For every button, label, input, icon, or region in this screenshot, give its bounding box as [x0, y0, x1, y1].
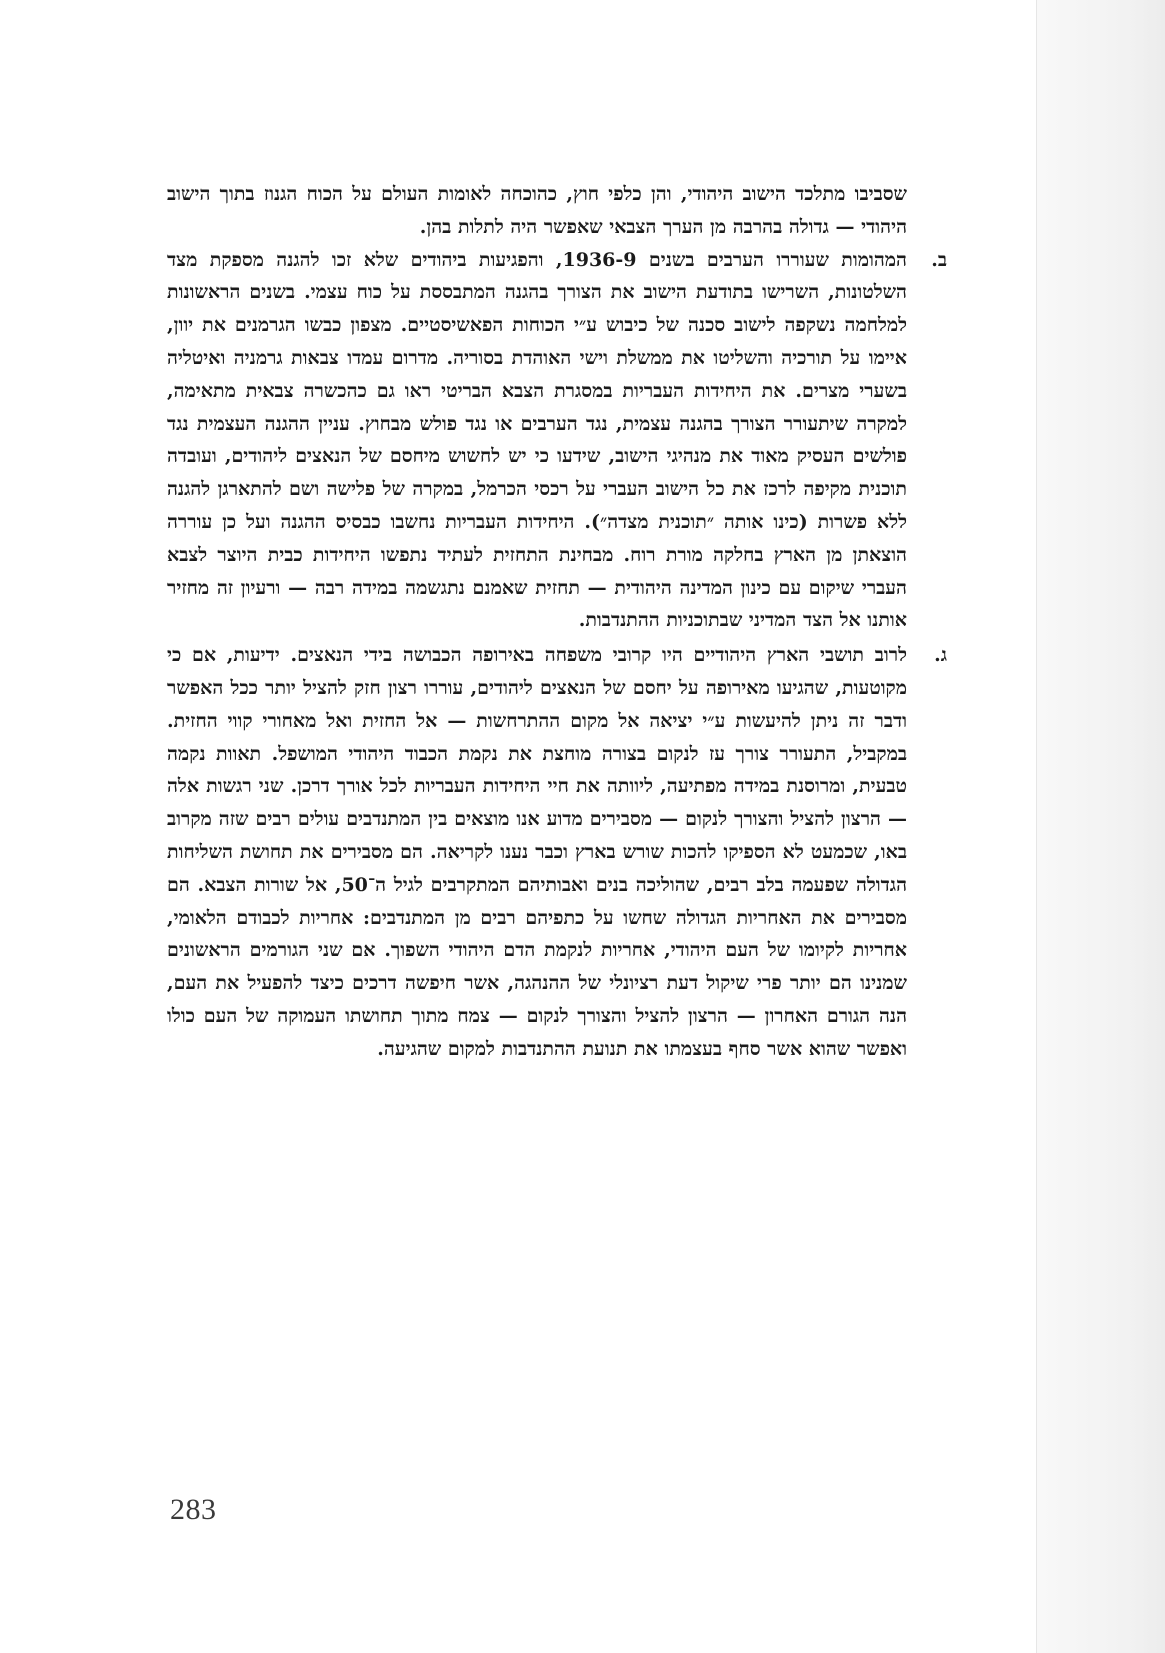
book-page-text [167, 178, 947, 1068]
list-item-bet-text: המהומות שעוררו הערבים בשנים 1936-9, והפגיעות ביהודים שלא זכו להגנה מספקת מצד השלטונות, השרישו בתודעת הישוב את הצורך בהגנה המתבססת על כוח עצמי. בשנים הראשונות למלחמה נשקפה לישוב סכנה של כיבוש ע״י הכוחות הפאשיסטיים. מצפון כבשו הגרמנים את יוון, איימו על תורכיה והשליטו את ממשלת וישי האוהדת בסוריה. מדרום עמדו צבאות גרמניה ואיטליה בשערי מצרים. את היחידות העבריות במסגרת הצבא הבריטי ראו גם כהכשרה צבאית מתאימה, למקרה שיתעורר הצורך בהגנה עצמית, נגד הערבים או נגד פולש מבחוץ. עניין ההגנה העצמית נגד פולשים העסיק מאוד את מנהיגי הישוב, שידעו כי יש לחשוש מיחסם של הנאצים ליהודים, ועובדה תוכנית מקיפה לרכז את כל הישוב העברי על רכסי הכרמל, במקרה של פלישה ושם להתארגן להגנה ללא פשרות (כינו אותה ״תוכנית מצדה״). היחידות העבריות נחשבו כבסיס ההגנה ועל כן עוררה הוצאתן מן הארץ בחלקה מורת רוח. מבחינת התחזית לעתיד נתפשו היחידות כבית היוצר לצבא העברי שיקום עם כינון המדינה היהודית — תחזית שאמנם נתגשמה במידה רבה — ורעיון זה מחזיר אותנו אל הצד המדיני שבתוכניות ההתנדבות. [167, 248, 907, 632]
page-number: 283 [170, 1493, 217, 1526]
intro-paragraph: שסביבו מתלכד הישוב היהודי, והן כלפי חוץ, כהוכחה לאומות העולם על הכוח הגנוז בתוך הישוב היהודי — גדולה בהרבה מן הערך הצבאי שאפשר היה לתלות בהן. [167, 183, 907, 238]
list-item-gimel-text: לרוב תושבי הארץ היהודיים היו קרובי משפחה באירופה הכבושה בידי הנאצים. ידיעות, אם כי מקוטעות, שהגיעו מאירופה על יחסם של הנאצים ליהודים, עוררו רצון חזק להציל יותר ככל האפשר ודבר זה ניתן להיעשות ע״י יציאה אל מקום ההתרחשות — אל החזית ואל מאחורי קווי החזית. במקביל, התעורר צורך עז לנקום בצורה מוחצת את נקמת הכבוד היהודי המושפל. תאוות נקמה טבעית, ומרוסנת במידה מפתיעה, ליוותה את חיי היחידות העבריות לכל אורך דרכן. שני רגשות אלה — הרצון להציל והצורך לנקום — מסבירים מדוע אנו מוצאים בין המתנדבים עולים רבים שזה מקרוב באו, שכמעט לא הספיקו להכות שורש בארץ וכבר נענו לקריאה. הם מסבירים את תחושת השליחות הגדולה שפעמה בלב רבים, שהוליכה בנים ואבותיהם המתקרבים לגיל ה־50, אל שורות הצבא. הם מסבירים את האחריות הגדולה שחשו על כתפיהם רבים מן המתנדבים: אחריות לכבודם הלאומי, אחריות לקיומו של העם היהודי, אחריות לנקמת הדם היהודי השפוך. אם שני הגורמים הראשונים שמנינו הם יותר פרי שיקול דעת רציונלי של ההנהגה, אשר חיפשה דרכים כיצד להפעיל את העם, הנה הגורם האחרון — הרצון להציל והצורך לנקום — צמח מתוך תחושתו העמוקה של העם כולו ואפשר שהוא אשר סחף בעצמתו את תנועת ההתנדבות למקום שהגיעה. [167, 644, 907, 1060]
list-marker-gimel: ג. [934, 644, 947, 667]
list-item-bet [167, 244, 947, 638]
page-margin-shadow [1037, 0, 1165, 1653]
list-marker-bet: ב. [931, 248, 947, 271]
list-item-gimel [167, 639, 947, 1065]
